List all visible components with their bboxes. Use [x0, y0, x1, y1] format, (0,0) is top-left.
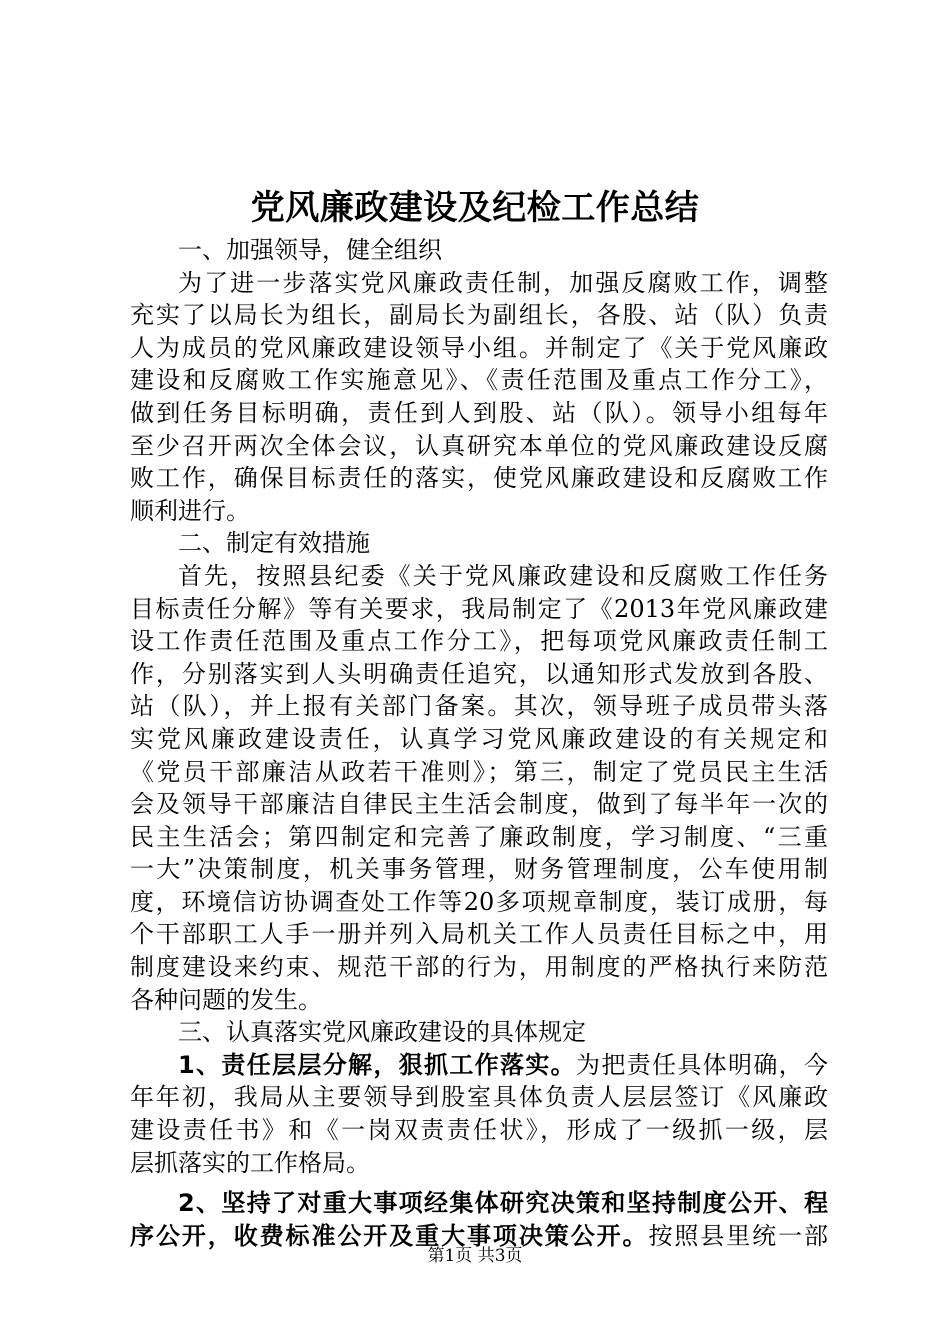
paragraph-line: 站（队），并上报有关部门备案。其次，领导班子成员带头落	[130, 692, 828, 721]
paragraph-line: 各种问题的发生。	[130, 985, 322, 1014]
paragraph-line: 首先，按照县纪委《关于党风廉政建设和反腐败工作任务	[178, 561, 828, 590]
paragraph-line: 建设和反腐败工作实施意见》、《责任范围及重点工作分工》，	[130, 366, 828, 395]
paragraph-line: 目标责任分解》等有关要求，我局制定了《2013年党风廉政建	[130, 594, 828, 623]
item-2-lead: 序公开，收费标准公开及重大事项决策公开。	[130, 1221, 649, 1250]
paragraph-line: 建设责任书》和《一岗双责责任状》，形成了一级抓一级，层	[130, 1116, 828, 1145]
section-heading-2: 二、制定有效措施	[178, 529, 370, 558]
paragraph-line: 设工作责任范围及重点工作分工》，把每项党风廉政责任制工	[130, 627, 828, 656]
item-2-lead-line: 2、坚持了对重大事项经集体研究决策和坚持制度公开、程	[178, 1189, 828, 1218]
item-1-lead: 1、责任层层分解，狠抓工作落实。	[178, 1050, 577, 1079]
paragraph-line: 做到任务目标明确，责任到人到股、站（队）。领导小组每年	[130, 398, 828, 427]
document-title: 党风廉政建设及纪检工作总结	[250, 188, 700, 228]
paragraph-line: 实党风廉政建设责任，认真学习党风廉政建设的有关规定和	[130, 724, 828, 753]
paragraph-line: 民主生活会；第四制定和完善了廉政制度，学习制度、“三重	[130, 822, 828, 851]
item-1-first-line	[130, 1049, 828, 1082]
paragraph-line: 人为成员的党风廉政建设领导小组。并制定了《关于党风廉政	[130, 333, 828, 362]
paragraph-line: 作，分别落实到人头明确责任追究，以通知形式发放到各股、	[130, 659, 828, 688]
page-footer: 第1页 共3页	[427, 1246, 523, 1266]
paragraph-line: 顺利进行。	[130, 496, 250, 525]
paragraph-line: 度，环境信访协调查处工作等20多项规章制度，装订成册，每	[130, 887, 828, 916]
paragraph-line: 层抓落实的工作格局。	[130, 1148, 370, 1177]
document-body	[130, 234, 828, 1252]
paragraph-line: 会及领导干部廉洁自律民主生活会制度，做到了每半年一次的	[130, 790, 828, 819]
paragraph-line: 制度建设来约束、规范干部的行为，用制度的严格执行来防范	[130, 953, 828, 982]
paragraph-line: 年年初，我局从主要领导到股室具体负责人层层签订《风廉政	[130, 1083, 828, 1112]
paragraph-line: 一大”决策制度，机关事务管理，财务管理制度，公车使用制	[130, 855, 828, 884]
paragraph-line: 个干部职工人手一册并列入局机关工作人员责任目标之中，用	[130, 920, 828, 949]
section-heading-1: 一、加强领导，健全组织	[178, 236, 442, 264]
paragraph-line: 充实了以局长为组长，副局长为副组长，各股、站（队）负责	[130, 301, 828, 330]
paragraph-line: 为了进一步落实党风廉政责任制，加强反腐败工作，调整	[178, 268, 828, 297]
paragraph-line: 《党员干部廉洁从政若干准则》；第三，制定了党员民主生活	[130, 757, 828, 786]
paragraph-line: 败工作，确保目标责任的落实，使党风廉政建设和反腐败工作	[130, 464, 828, 493]
item-1-rest: 为把责任具体明确，今	[576, 1050, 829, 1079]
item-2-rest: 按照县里统一部	[648, 1221, 829, 1250]
paragraph-line: 至少召开两次全体会议，认真研究本单位的党风廉政建设反腐	[130, 431, 828, 460]
section-heading-3: 三、认真落实党风廉政建设的具体规定	[178, 1018, 586, 1047]
